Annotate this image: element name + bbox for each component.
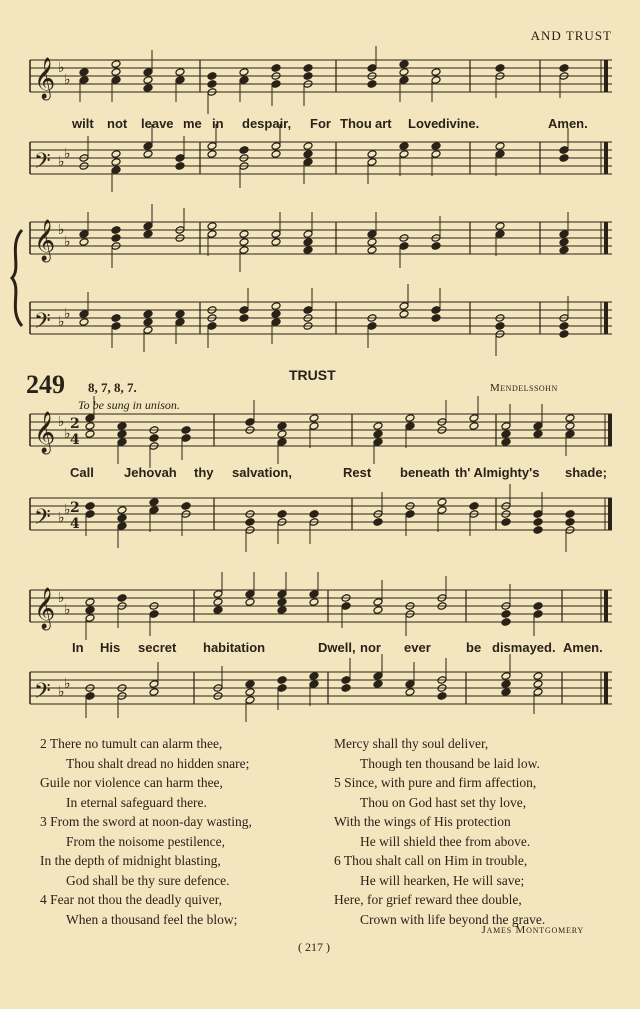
note-head (469, 422, 479, 431)
key-signature-flat: ♭ (58, 510, 65, 526)
key-signature-flat: ♭ (64, 306, 71, 322)
note-head (373, 680, 383, 689)
treble-clef: 𝄞 (34, 220, 56, 261)
note-head (79, 318, 89, 327)
note-head (559, 246, 569, 255)
note-head (85, 692, 95, 701)
note-head (175, 318, 185, 327)
note-head (277, 438, 287, 447)
running-title: AND TRUST (530, 28, 612, 43)
note-head (245, 590, 255, 599)
note-head (271, 230, 281, 239)
note-head (309, 422, 319, 431)
note-head (175, 68, 185, 77)
note-head (405, 510, 415, 519)
note-head (117, 438, 127, 447)
note-head (367, 80, 377, 89)
note-head (501, 688, 511, 697)
note-head (245, 518, 255, 527)
lyric-word: be (466, 640, 482, 655)
note-head (303, 246, 313, 255)
verse-line: 6 Thou shalt call on Him in trouble, (334, 853, 528, 868)
note-head (399, 310, 409, 319)
note-head (245, 696, 255, 705)
note-head (277, 606, 287, 615)
key-signature-flat: ♭ (58, 154, 65, 170)
key-signature-flat: ♭ (64, 234, 71, 250)
verses-right-column (334, 734, 545, 929)
note-head (149, 498, 159, 507)
note-head (373, 606, 383, 615)
note-head (111, 166, 121, 175)
verse-line: Guile nor violence can harm thee, (40, 775, 223, 790)
bass-clef: 𝄢 (34, 309, 51, 339)
note-head (367, 230, 377, 239)
verse-line: Thou shalt dread no hidden snare; (66, 755, 250, 771)
note-head (143, 76, 153, 85)
note-head (79, 68, 89, 77)
note-head (239, 146, 249, 155)
note-head (367, 322, 377, 331)
note-head (373, 518, 383, 527)
note-head (117, 422, 127, 431)
note-head (341, 602, 351, 611)
note-head (111, 150, 121, 159)
note-head (239, 230, 249, 239)
note-head (111, 68, 121, 77)
note-head (277, 510, 287, 519)
note-head (303, 230, 313, 239)
note-head (143, 318, 153, 327)
note-head (405, 688, 415, 697)
verse-line: 5 Since, with pure and firm affection, (334, 775, 537, 790)
note-head (271, 150, 281, 159)
lyric-word: leave (141, 116, 174, 131)
note-head (111, 226, 121, 235)
note-head (303, 238, 313, 247)
lyric-word: habitation (203, 640, 266, 655)
lyric-word: nor (360, 640, 381, 655)
key-signature-flat: ♭ (64, 72, 71, 88)
note-head (213, 598, 223, 607)
key-signature-flat: ♭ (58, 314, 65, 330)
lyric-word: despair, (242, 116, 292, 131)
note-head (303, 64, 313, 73)
note-head (431, 242, 441, 251)
note-head (213, 606, 223, 615)
note-head (181, 426, 191, 435)
key-signature-flat: ♭ (64, 426, 71, 442)
note-head (303, 142, 313, 151)
note-head (559, 64, 569, 73)
note-head (149, 688, 159, 697)
note-head (85, 606, 95, 615)
lyric-word: shade; (565, 465, 607, 480)
note-head (271, 142, 281, 151)
note-head (565, 414, 575, 423)
note-head (117, 594, 127, 603)
note-head (111, 76, 121, 85)
note-head (367, 150, 377, 159)
note-head (559, 238, 569, 247)
note-head (149, 434, 159, 443)
note-head (501, 672, 511, 681)
note-head (565, 518, 575, 527)
lyric-word: For (310, 116, 331, 131)
lyric-word: thy (194, 465, 214, 480)
note-head (373, 430, 383, 439)
lyric-word: divine. (438, 116, 480, 131)
verse-line: Though ten thousand be laid low. (360, 755, 540, 771)
note-head (469, 502, 479, 511)
note-head (239, 306, 249, 315)
bass-clef: 𝄢 (34, 149, 51, 179)
tune-title: TRUST (289, 367, 336, 383)
note-head (431, 150, 441, 159)
note-head (501, 618, 511, 627)
verse-line: 4 Fear not thou the deadly quiver, (40, 892, 223, 907)
lyric-word: His (100, 640, 121, 655)
note-head (149, 506, 159, 515)
note-head (533, 518, 543, 527)
note-head (271, 310, 281, 319)
grand-staff-brace (12, 230, 22, 326)
note-head (85, 598, 95, 607)
note-head (565, 430, 575, 439)
verses-left-column (40, 734, 252, 929)
note-head (495, 230, 505, 239)
note-head (277, 590, 287, 599)
note-head (85, 614, 95, 623)
note-head (399, 302, 409, 311)
lyric-word: Amen. (548, 116, 588, 131)
verse-line: God shall be thy sure defence. (66, 872, 230, 888)
lyric-word: dismayed. (492, 640, 556, 655)
time-signature: 2 (70, 500, 80, 516)
note-head (111, 322, 121, 331)
note-head (149, 680, 159, 689)
note-head (277, 430, 287, 439)
verse-line: From the noisome pestilence, (66, 833, 225, 849)
note-head (559, 322, 569, 331)
note-head (533, 688, 543, 697)
note-head (405, 414, 415, 423)
note-head (533, 422, 543, 431)
note-head (271, 302, 281, 311)
lyric-word: ever (404, 640, 431, 655)
note-head (277, 422, 287, 431)
note-head (495, 222, 505, 231)
note-head (559, 330, 569, 339)
note-head (79, 238, 89, 247)
note-head (143, 68, 153, 77)
note-head (495, 150, 505, 159)
note-head (431, 68, 441, 77)
note-head (565, 510, 575, 519)
note-head (175, 310, 185, 319)
verse-line: In eternal safeguard there. (66, 794, 207, 810)
key-signature-flat: ♭ (64, 146, 71, 162)
verse-line: Here, for grief reward thee double, (334, 892, 522, 907)
note-head (207, 230, 217, 239)
note-head (309, 590, 319, 599)
note-head (501, 518, 511, 527)
note-head (533, 610, 543, 619)
note-head (309, 598, 319, 607)
note-head (85, 430, 95, 439)
note-head (207, 322, 217, 331)
verse-line: When a thousand feel the blow; (66, 911, 238, 927)
note-head (431, 142, 441, 151)
lyric-word: Jehovah (124, 465, 177, 480)
note-head (245, 688, 255, 697)
author: James Montgomery (481, 924, 584, 936)
note-head (143, 326, 153, 335)
verse-line: 2 There no tumult can alarm thee, (40, 736, 223, 751)
note-head (85, 510, 95, 519)
verse-line: He will shield thee from above. (360, 833, 531, 849)
key-signature-flat: ♭ (64, 502, 71, 518)
lyric-word: in (212, 116, 224, 131)
hymn-meter: 8, 7, 8, 7. (88, 380, 137, 395)
lyric-word: wilt (72, 116, 94, 131)
note-head (309, 414, 319, 423)
key-signature-flat: ♭ (58, 60, 65, 76)
lyric-word: In (72, 640, 84, 655)
note-head (245, 680, 255, 689)
note-head (367, 246, 377, 255)
note-head (207, 80, 217, 89)
note-head (367, 64, 377, 73)
note-head (303, 150, 313, 159)
key-signature-flat: ♭ (58, 590, 65, 606)
note-head (303, 306, 313, 315)
verse-line: Crown with life beyond the grave. (360, 911, 546, 927)
lyric-word: salvation, (232, 465, 292, 480)
note-head (117, 522, 127, 531)
treble-clef: 𝄞 (34, 412, 56, 453)
treble-clef: 𝄞 (34, 588, 56, 629)
note-head (399, 142, 409, 151)
note-head (213, 590, 223, 599)
lyric-word: Call (70, 465, 94, 480)
note-head (533, 602, 543, 611)
note-head (245, 418, 255, 427)
note-head (245, 598, 255, 607)
note-head (111, 158, 121, 167)
note-head (373, 672, 383, 681)
note-head (181, 502, 191, 511)
note-head (207, 72, 217, 81)
note-head (495, 142, 505, 151)
note-head (149, 610, 159, 619)
verse-line: 3 From the sword at noon-day wasting, (40, 814, 252, 829)
note-head (239, 314, 249, 323)
hymn-number: 249 (26, 370, 65, 399)
note-head (437, 498, 447, 507)
note-head (117, 506, 127, 515)
note-head (309, 510, 319, 519)
note-head (501, 610, 511, 619)
note-head (437, 506, 447, 515)
note-head (495, 322, 505, 331)
lyric-word: me (183, 116, 202, 131)
note-head (373, 438, 383, 447)
note-head (559, 230, 569, 239)
note-head (431, 76, 441, 85)
note-head (207, 142, 217, 151)
note-head (431, 306, 441, 315)
note-head (79, 310, 89, 319)
lyric-word: Amen. (563, 640, 603, 655)
note-head (143, 142, 153, 151)
time-signature: 4 (70, 432, 80, 448)
note-head (533, 510, 543, 519)
note-head (117, 514, 127, 523)
note-head (79, 230, 89, 239)
performance-direction: To be sung in unison. (78, 398, 180, 412)
time-signature: 4 (70, 516, 80, 532)
note-head (309, 680, 319, 689)
bass-clef: 𝄢 (34, 679, 51, 709)
note-head (277, 598, 287, 607)
note-head (271, 318, 281, 327)
note-head (399, 76, 409, 85)
note-head (271, 238, 281, 247)
note-head (559, 146, 569, 155)
lyric-word: th' Almighty's (455, 465, 540, 480)
note-head (341, 684, 351, 693)
note-head (399, 68, 409, 77)
note-head (143, 84, 153, 93)
note-head (469, 414, 479, 423)
note-head (111, 314, 121, 323)
note-head (111, 234, 121, 243)
note-head (143, 230, 153, 239)
note-head (303, 158, 313, 167)
lyric-word: beneath (400, 465, 450, 480)
note-head (85, 414, 95, 423)
key-signature-flat: ♭ (58, 222, 65, 238)
note-head (367, 238, 377, 247)
note-head (207, 222, 217, 231)
note-head (501, 680, 511, 689)
verse-line: Mercy shall thy soul deliver, (334, 736, 489, 751)
lyric-word: Dwell, (318, 640, 356, 655)
note-head (399, 60, 409, 69)
note-head (341, 676, 351, 685)
note-head (373, 598, 383, 607)
note-head (533, 526, 543, 535)
note-head (437, 692, 447, 701)
note-head (85, 422, 95, 431)
note-head (271, 64, 281, 73)
note-head (373, 422, 383, 431)
lyric-word: art (375, 116, 392, 131)
note-head (239, 68, 249, 77)
note-head (175, 162, 185, 171)
note-head (565, 422, 575, 431)
verse-line: With the wings of His protection (334, 814, 511, 829)
note-head (431, 314, 441, 323)
note-head (405, 680, 415, 689)
time-signature: 2 (70, 416, 80, 432)
key-signature-flat: ♭ (58, 414, 65, 430)
note-head (303, 72, 313, 81)
note-head (79, 76, 89, 85)
note-head (143, 150, 153, 159)
note-head (309, 672, 319, 681)
page-number: ( 217 ) (298, 940, 330, 954)
note-head (239, 238, 249, 247)
note-head (559, 154, 569, 163)
note-head (239, 76, 249, 85)
note-head (277, 676, 287, 685)
note-head (501, 430, 511, 439)
treble-clef: 𝄞 (34, 58, 56, 99)
note-head (399, 150, 409, 159)
lyric-word: Rest (343, 465, 372, 480)
note-head (277, 684, 287, 693)
note-head (117, 430, 127, 439)
bass-clef: 𝄢 (34, 505, 51, 535)
lyric-word: secret (138, 640, 177, 655)
note-head (239, 246, 249, 255)
lyric-word: Thou (340, 116, 372, 131)
note-head (207, 150, 217, 159)
note-head (533, 680, 543, 689)
note-head (175, 76, 185, 85)
note-head (501, 438, 511, 447)
note-head (399, 242, 409, 251)
verse-line: Thou on God hast set thy love, (360, 794, 527, 810)
lyric-word: Love (408, 116, 439, 131)
note-head (143, 222, 153, 231)
note-head (181, 434, 191, 443)
lyric-word: not (107, 116, 128, 131)
verse-line: He will hearken, He will save; (360, 872, 525, 888)
composer: Mendelssohn (490, 382, 558, 394)
note-head (367, 158, 377, 167)
key-signature-flat: ♭ (64, 676, 71, 692)
note-head (271, 80, 281, 89)
note-head (143, 310, 153, 319)
note-head (111, 60, 121, 69)
key-signature-flat: ♭ (64, 602, 71, 618)
note-head (501, 422, 511, 431)
note-head (175, 154, 185, 163)
key-signature-flat: ♭ (58, 684, 65, 700)
note-head (85, 502, 95, 511)
note-head (405, 422, 415, 431)
verse-line: In the depth of midnight blasting, (40, 853, 221, 868)
note-head (533, 430, 543, 439)
note-head (533, 672, 543, 681)
note-head (495, 64, 505, 73)
